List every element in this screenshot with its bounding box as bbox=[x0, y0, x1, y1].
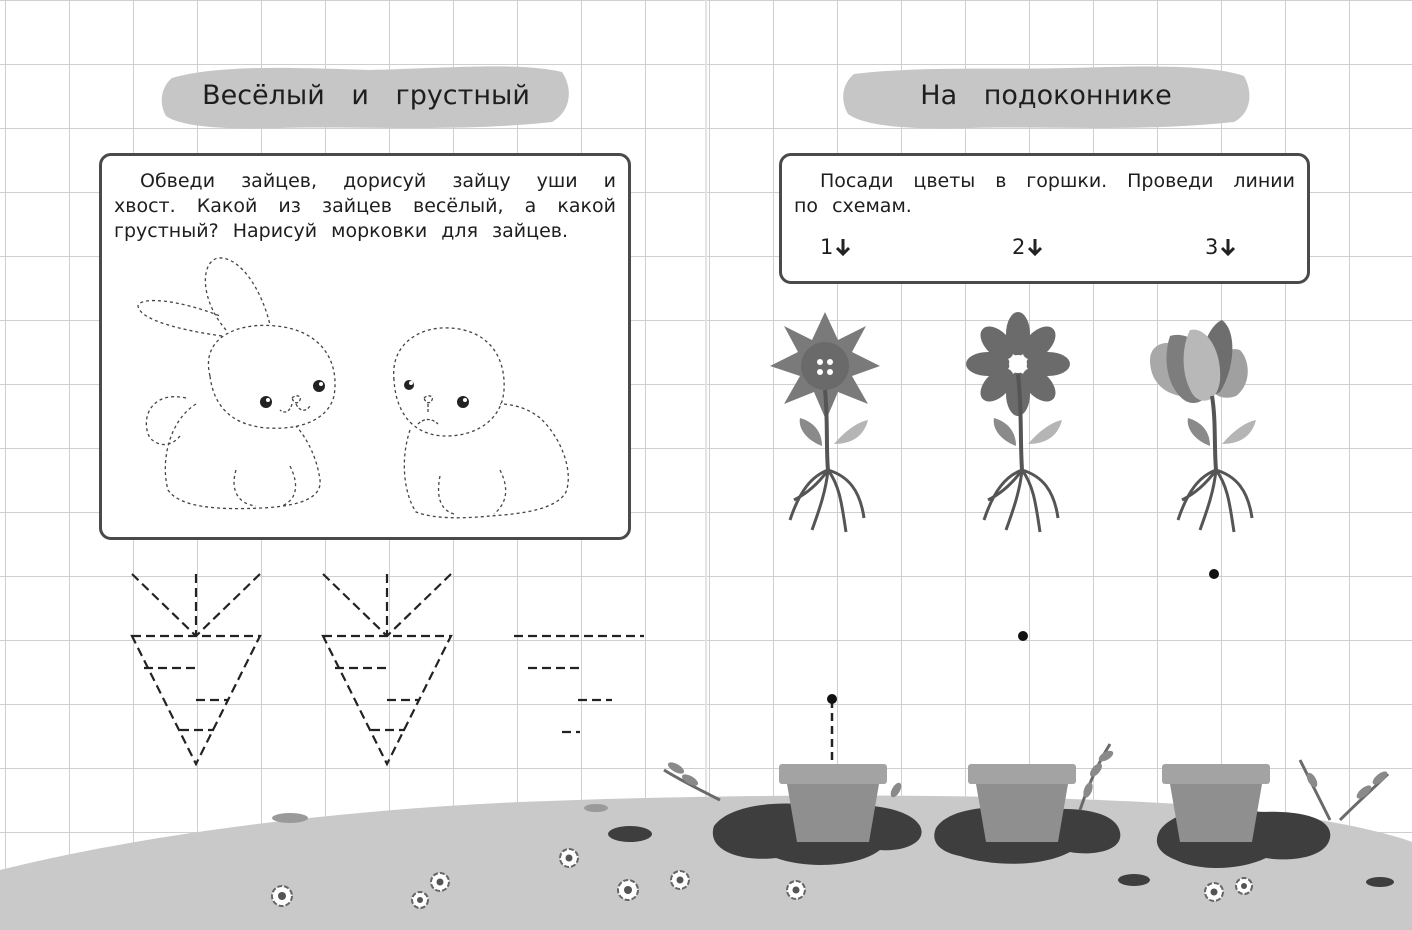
bunny-eye bbox=[457, 396, 469, 408]
bunny-eye bbox=[404, 380, 414, 390]
scheme-number-3: 3 bbox=[1205, 235, 1219, 259]
scheme-number-2: 2 bbox=[1012, 235, 1026, 259]
left-page-title: Весёлый и грустный bbox=[202, 79, 530, 111]
right-page-title: На подоконнике bbox=[920, 79, 1172, 111]
flower-3-tulip bbox=[1150, 320, 1256, 532]
happy-bunny-tracing bbox=[138, 258, 335, 509]
flower-pot-1 bbox=[779, 764, 887, 842]
bunny-eye bbox=[313, 380, 325, 392]
start-dot-3[interactable] bbox=[1209, 569, 1219, 579]
carrot-tracing-1 bbox=[132, 574, 260, 764]
flower-1-spiky bbox=[770, 312, 880, 532]
carrot-tracing-3 bbox=[514, 636, 644, 732]
start-dot-2[interactable] bbox=[1018, 631, 1028, 641]
flower-2-daisy bbox=[966, 312, 1070, 532]
flower-pot-2 bbox=[968, 764, 1076, 842]
carrot-tracing-2 bbox=[323, 574, 451, 764]
start-dot-1[interactable] bbox=[827, 694, 837, 704]
left-instruction: Обведи зайцев, дорисуй зайцу уши и хвост. Какой из зайцев весёлый, а какой грустный? Нарисуй морковки для зайцев. bbox=[114, 170, 616, 242]
scheme-number-1: 1 bbox=[820, 235, 834, 259]
bunny-eye bbox=[260, 396, 272, 408]
flower-pot-3 bbox=[1162, 764, 1270, 842]
right-instruction: Посади цветы в горшки. Проведи линии по схемам. bbox=[794, 170, 1295, 217]
